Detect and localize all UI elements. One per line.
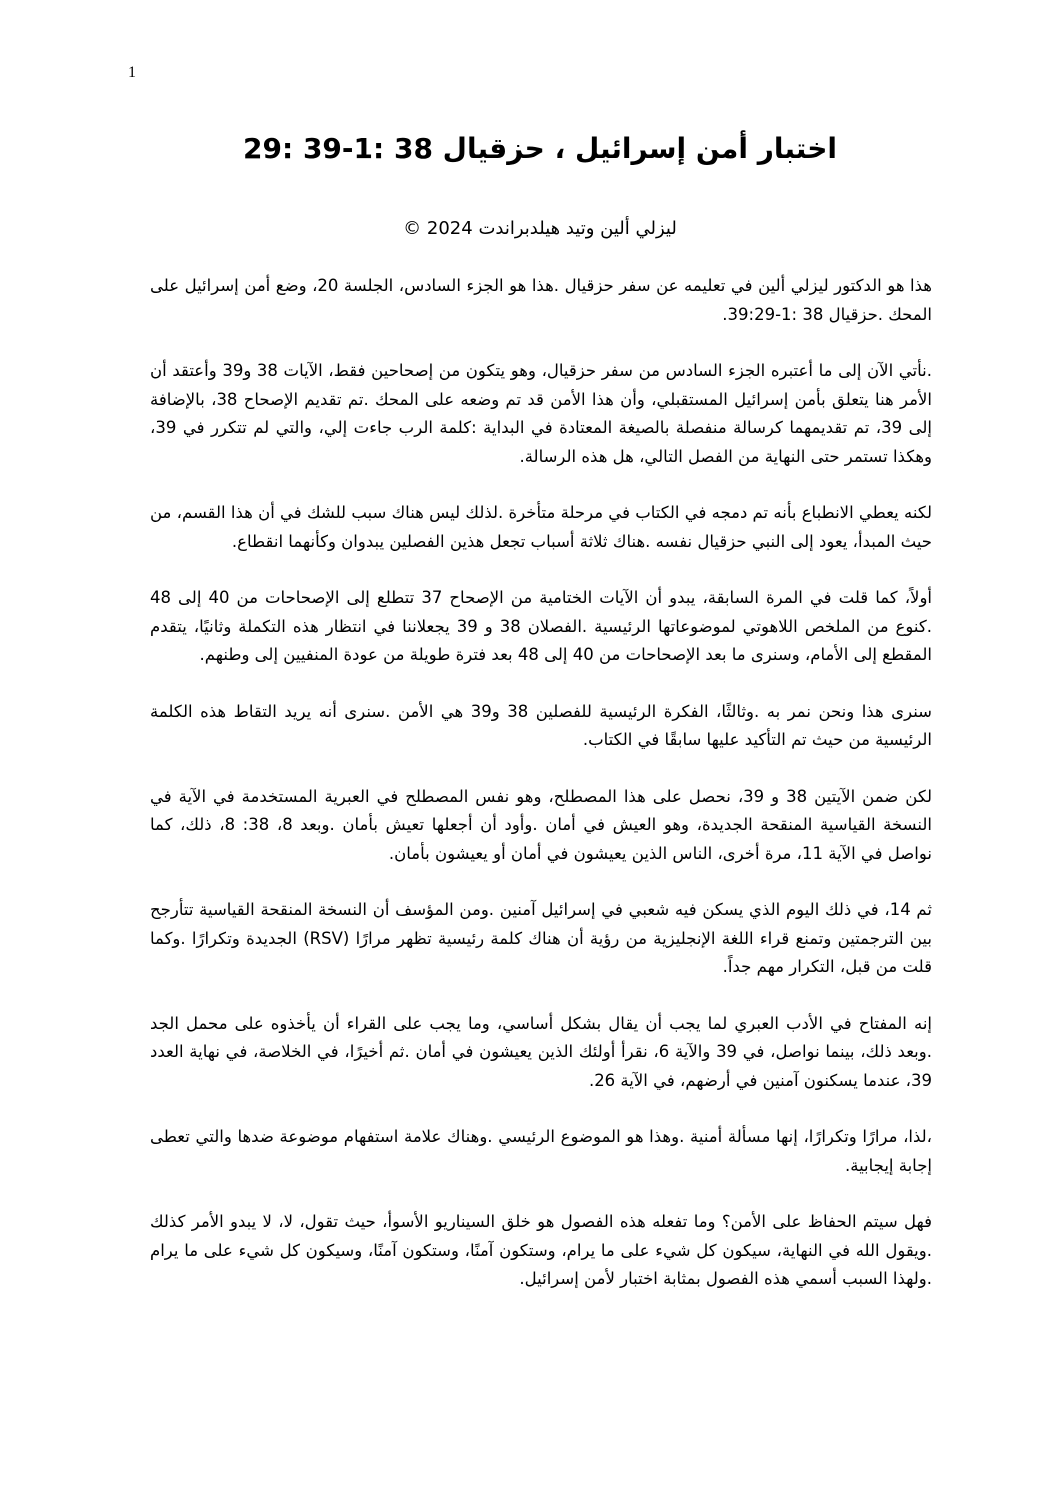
page-number: 1	[128, 64, 136, 81]
paragraph: .نأتي الآن إلى ما أعتبره الجزء السادس من سفر حزقيال، وهو يتكون من إصحاحين فقط، الآيات 38 و39 وأعتقد أن الأمر هنا يتعلق بأمن إسرائيل المستقبلي، وأن هذا الأمن قد تم وضعه على المحك .تم تقديم الإصحاح 38، بالإضافة إلى 39، تم تقديمهما كرسالة منفصلة بالصيغة المعتادة في البداية :كلمة الرب جاءت إلي، والتي لم تتكرر في 39، وهكذا تستمر حتى النهاية من الفصل التالي، هل هذه الرسالة.	[150, 361, 932, 466]
paragraph: ،لذا، مرارًا وتكرارًا، إنها مسألة أمنية .وهذا هو الموضوع الرئيسي .وهناك علامة استفهام موضوعة ضدها والتي تعطى إجابة إيجابية.	[150, 1127, 932, 1175]
paragraph: لكن ضمن الآيتين 38 و 39، نحصل على هذا المصطلح، وهو نفس المصطلح في العبرية المستخدمة في الآية في النسخة القياسية المنقحة الجديدة، وهو العيش في أمان .وأود أن أجعلها تعيش بأمان .وبعد 8، 38: 8، ذلك، كما نواصل في الآية 11، مرة أخرى، الناس الذين يعيشون في أمان أو يعيشون بأمان.	[150, 786, 932, 863]
paragraph: هذا هو الدكتور ليزلي ألين في تعليمه عن سفر حزقيال .هذا هو الجزء السادس، الجلسة 20، وضع أمن إسرائيل على المحك .حزقيال 38 :1-39:29.	[150, 276, 932, 324]
document-title: اختبار أمن إسرائيل ، حزقيال 38 :1-39 :29	[243, 132, 837, 165]
paragraph: إنه المفتاح في الأدب العبري لما يجب أن يقال بشكل أساسي، وما يجب على القراء أن يأخذوه على محمل الجد .وبعد ذلك، بينما نواصل، في 39 والآية 6، نقرأ أولئك الذين يعيشون في أمان .ثم أخيرًا، في الخلاصة، في نهاية العدد 39، عندما يسكنون آمنين في أرضهم، في الآية 26.	[150, 1013, 932, 1090]
paragraph: أولاً، كما قلت في المرة السابقة، يبدو أن الآيات الختامية من الإصحاح 37 تتطلع إلى الإصحاحات من 40 إلى 48 .كنوع من الملخص اللاهوتي لموضوعاتها الرئيسية .الفصلان 38 و 39 يجعلاننا في انتظار هذه التكملة وثانيًا، يتقدم المقطع إلى الأمام، وسنرى ما بعد الإصحاحات من 40 إلى 48 بعد فترة طويلة من عودة المنفيين إلى وطنهم.	[150, 588, 932, 664]
paragraph: فهل سيتم الحفاظ على الأمن؟ وما تفعله هذه الفصول هو خلق السيناريو الأسوأ، حيث تقول، لا، لا يبدو الأمر كذلك .ويقول الله في النهاية، سيكون كل شيء على ما يرام، وستكون آمنًا، وستكون آمنًا، وسيكون كل شيء على ما يرام .ولهذا السبب أسمي هذه الفصول بمثابة اختبار لأمن إسرائيل.	[150, 1212, 932, 1288]
copyright-line: ليزلي ألين وتيد هيلدبراندت 2024 ©	[403, 218, 677, 239]
paragraph: سنرى هذا ونحن نمر به .وثالثًا، الفكرة الرئيسية للفصلين 38 و39 هي الأمن .سنرى أنه يريد التقاط هذه الكلمة الرئيسية من حيث تم التأكيد عليها سابقًا في الكتاب.	[150, 701, 932, 749]
document-body	[150, 272, 932, 1322]
paragraph: لكنه يعطي الانطباع بأنه تم دمجه في الكتاب في مرحلة متأخرة .لذلك ليس هناك سبب للشك في أن هذا القسم، من حيث المبدأ، يعود إلى النبي حزقيال نفسه .هناك ثلاثة أسباب تجعل هذين الفصلين يبدوان وكأنهما انقطاع.	[150, 503, 932, 551]
paragraph: ثم 14، في ذلك اليوم الذي يسكن فيه شعبي في إسرائيل آمنين .ومن المؤسف أن النسخة المنقحة القياسية تتأرجح بين الترجمتين وتمنع قراء اللغة الإنجليزية من رؤية أن هناك كلمة رئيسية تظهر مرارًا (RSV) الجديدة وتكرارًا .وكما قلت من قبل، التكرار مهم جداً.	[150, 900, 933, 976]
